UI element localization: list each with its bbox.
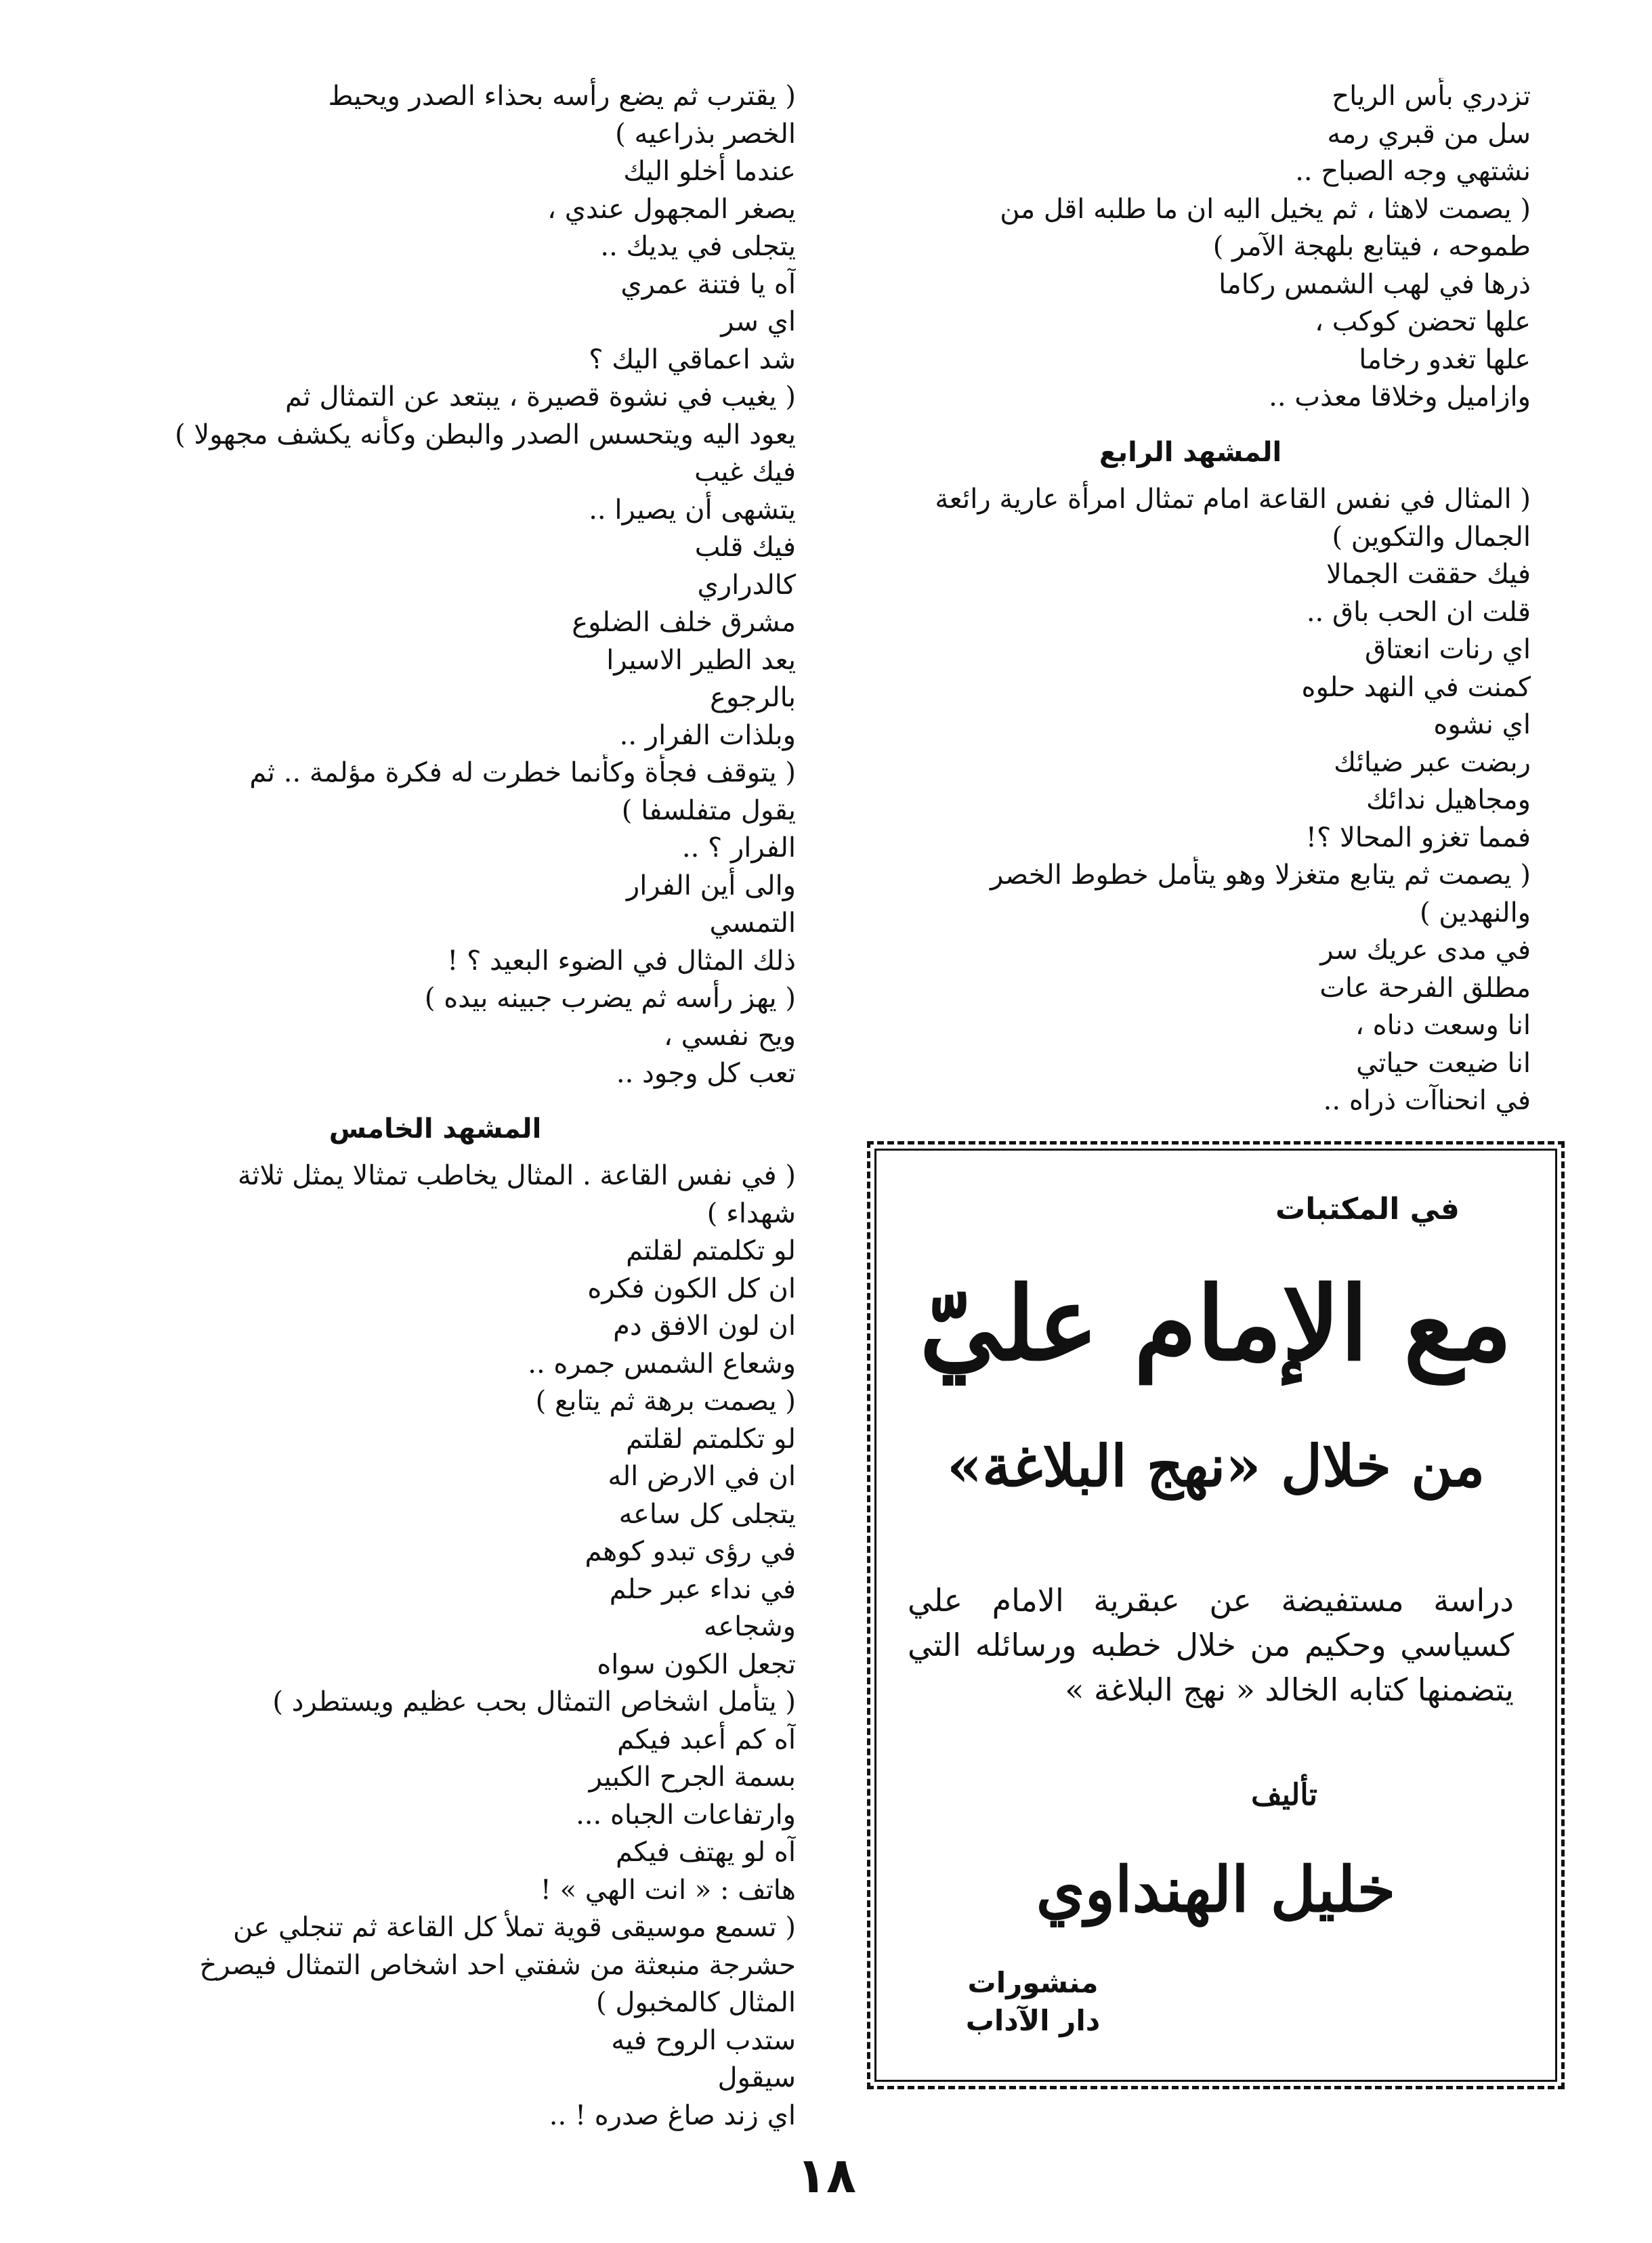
text-line: عندما أخلو اليك [623, 156, 796, 187]
text-line: في انحناآت ذراه .. [1323, 1085, 1531, 1116]
text-line: بسمة الجرح الكبير [589, 1761, 796, 1793]
text-line: في مدى عريك سر [1320, 935, 1531, 966]
text-line: انا وسعت دناه ، [1355, 1010, 1531, 1041]
ad-publisher [945, 1964, 1121, 2040]
ad-publisher-line: منشورات [967, 1966, 1099, 1999]
text-line: ان لون الافق دم [613, 1310, 796, 1342]
text-line: ذرها في لهب الشمس ركاما [1219, 268, 1531, 300]
page-number: ١٨ [797, 2147, 856, 2204]
text-line: تجعل الكون سواه [597, 1648, 796, 1680]
text-line: يتجلى كل ساعه [618, 1498, 796, 1530]
stage-direction-line: المثال كالمخبول ) [596, 1987, 796, 2018]
stage-direction-line: الخصر بذراعيه ) [615, 118, 796, 150]
text-line: قلت ان الحب باق .. [1306, 596, 1531, 628]
ad-description-line: كسياسي وحكيم من خلال خطبه ورسائله التي [908, 1627, 1514, 1663]
text-line: لو تكلمتم لقلتم [626, 1423, 796, 1455]
ad-description-line: دراسة مستفيضة عن عبقرية الامام علي [908, 1582, 1514, 1619]
text-line: مطلق الفرحة عات [1319, 972, 1531, 1004]
text-line: شد اعماقي اليك ؟ [589, 343, 796, 375]
stage-direction-line: ( في نفس القاعة . المثال يخاطب تمثالا يمثل ثلاثة [237, 1160, 796, 1191]
text-line: اي نشوه [1433, 709, 1531, 740]
ad-publisher-line: دار الآداب [965, 2004, 1101, 2037]
stage-direction-line: حشرجة منبعثة من شفتي احد اشخاص التمثال فيصرخ [199, 1949, 796, 1981]
text-line: لو تكلمتم لقلتم [626, 1235, 796, 1266]
text-line: اي رنات انعتاق [1365, 634, 1531, 665]
stage-direction-line: يعود اليه ويتحسس الصدر والبطن وكأنه يكشف مجهولا ) [175, 419, 796, 450]
stage-direction-line: يقول متفلسفا ) [621, 794, 796, 826]
ad-description-line: يتضمنها كتابه الخالد « نهج البلاغة » [1065, 1671, 1514, 1708]
stage-direction-line: طموحه ، فيتابع بلهجة الآمر ) [1212, 231, 1531, 262]
left-column [75, 78, 796, 2135]
text-line: كالدراري [697, 569, 796, 601]
text-line: آه يا فتنة عمري [620, 268, 796, 300]
left-column-top-block [75, 78, 796, 1093]
text-line: يصغر المجهول عندي ، [547, 193, 796, 225]
text-line: فيك غيب [694, 456, 796, 488]
stage-direction-line: ( يقترب ثم يضع رأسه بحذاء الصدر ويحيط [328, 81, 796, 112]
text-line: سل من قبري رمه [1327, 118, 1531, 150]
text-line: هاتف : « انت الهي » ! [540, 1874, 796, 1906]
text-line: يتشهى أن يصيرا .. [589, 494, 796, 526]
ad-description [908, 1578, 1514, 1712]
text-line: بالرجوع [710, 682, 796, 713]
text-line: يتجلى في يديك .. [600, 231, 796, 262]
text-line: ستدب الروح فيه [611, 2024, 796, 2056]
text-line: ذلك المثال في الضوء البعيد ؟ ! [447, 945, 796, 977]
text-line: ومجاهيل ندائك [1365, 784, 1531, 815]
stage-direction-line: ( يتأمل اشخاص التمثال بحب عظيم ويستطرد ) [272, 1686, 796, 1717]
ad-kicker: في المكتبات [1275, 1192, 1460, 1226]
text-line: فيك قلب [694, 532, 796, 563]
text-line: في نداء عبر حلم [609, 1573, 796, 1605]
left-column-bottom-block [75, 1157, 796, 2135]
text-line: وازاميل وخلاقا معذب .. [1269, 381, 1531, 412]
stage-direction-line: ( المثال في نفس القاعة امام تمثال امرأة عارية رائعة [935, 484, 1531, 515]
text-line: وارتفاعات الجباه ... [576, 1799, 796, 1831]
text-line: اي زند صاغ صدره ! .. [549, 2099, 796, 2131]
right-column-bottom-block [850, 481, 1531, 1120]
text-line: في رؤى تبدو كوهم [585, 1536, 796, 1567]
stage-direction-line: ( يغيب في نشوة قصيرة ، يبتعد عن التمثال ثم [285, 381, 796, 412]
stage-direction-line: ( يصمت ثم يتابع متغزلا وهو يتأمل خطوط الخصر [990, 859, 1531, 891]
text-line: ان في الارض اله [608, 1461, 796, 1492]
text-line: الفرار ؟ .. [681, 832, 796, 863]
text-line: سيقول [717, 2062, 796, 2093]
text-line: انا ضيعت حياتي [1356, 1047, 1531, 1079]
right-column-top-block [850, 78, 1531, 416]
stage-direction-line: ( تسمع موسيقى قوية تملأ كل القاعة ثم تنجلي عن [232, 1912, 796, 1943]
text-line: مشرق خلف الضلوع [572, 607, 796, 638]
ad-author-label: تأليف [1251, 1778, 1317, 1812]
text-line: وشجاعه [703, 1611, 796, 1642]
ad-book-subtitle: من خلال «نهج البلاغة» [946, 1432, 1485, 1499]
text-line: فيك حققت الجمالا [1326, 559, 1531, 590]
text-line: اي سر [721, 306, 796, 337]
text-line: كمنت في النهد حلوه [1301, 671, 1531, 703]
text-line: نشتهي وجه الصباح .. [1295, 156, 1531, 187]
stage-direction-line: الجمال والتكوين ) [1332, 521, 1531, 553]
text-line: وشعاع الشمس جمره .. [528, 1348, 796, 1380]
stage-direction-line: ( يصمت برهة ثم يتابع ) [535, 1386, 796, 1417]
text-line: والى أين الفرار [626, 870, 796, 901]
text-line: فمما تغزو المحالا ؟! [1305, 821, 1531, 853]
text-line: علها تحضن كوكب ، [1315, 306, 1531, 337]
stage-direction-line: ( يتوقف فجأة وكأنما خطرت له فكرة مؤلمة .. ثم [249, 757, 796, 788]
text-line: يعد الطير الاسيرا [606, 644, 796, 676]
text-line: علها تغدو رخاما [1359, 343, 1531, 375]
stage-direction-line: ( يصمت لاهثا ، ثم يخيل اليه ان ما طلبه اقل من [1000, 193, 1531, 225]
stage-direction-line: ( يهز رأسه ثم يضرب جبينه بيده ) [424, 983, 796, 1014]
text-line: وبلذات الفرار .. [619, 719, 796, 751]
right-column [850, 78, 1531, 1120]
ad-book-title: مع الإمام عليّ [919, 1264, 1512, 1384]
text-line: تزدري بأس الرياح [1332, 81, 1531, 112]
book-advertisement [867, 1141, 1565, 2089]
text-line: ربضت عبر ضيائك [1334, 746, 1531, 778]
ad-author-name: خليل الهنداوي [1036, 1853, 1396, 1926]
scene-heading: المشهد الخامس [329, 1113, 542, 1145]
text-line: آه لو يهتف فيكم [615, 1837, 796, 1868]
text-line: آه كم أعبد فيكم [617, 1724, 796, 1755]
text-line: التمسي [709, 907, 796, 939]
text-line: تعب كل وجود .. [616, 1058, 796, 1089]
stage-direction-line: شهداء ) [706, 1197, 796, 1229]
scene-heading: المشهد الرابع [1099, 436, 1282, 468]
text-line: ان كل الكون فكره [587, 1273, 796, 1304]
text-line: ويح نفسي ، [664, 1020, 796, 1052]
stage-direction-line: والنهدين ) [1419, 897, 1531, 928]
